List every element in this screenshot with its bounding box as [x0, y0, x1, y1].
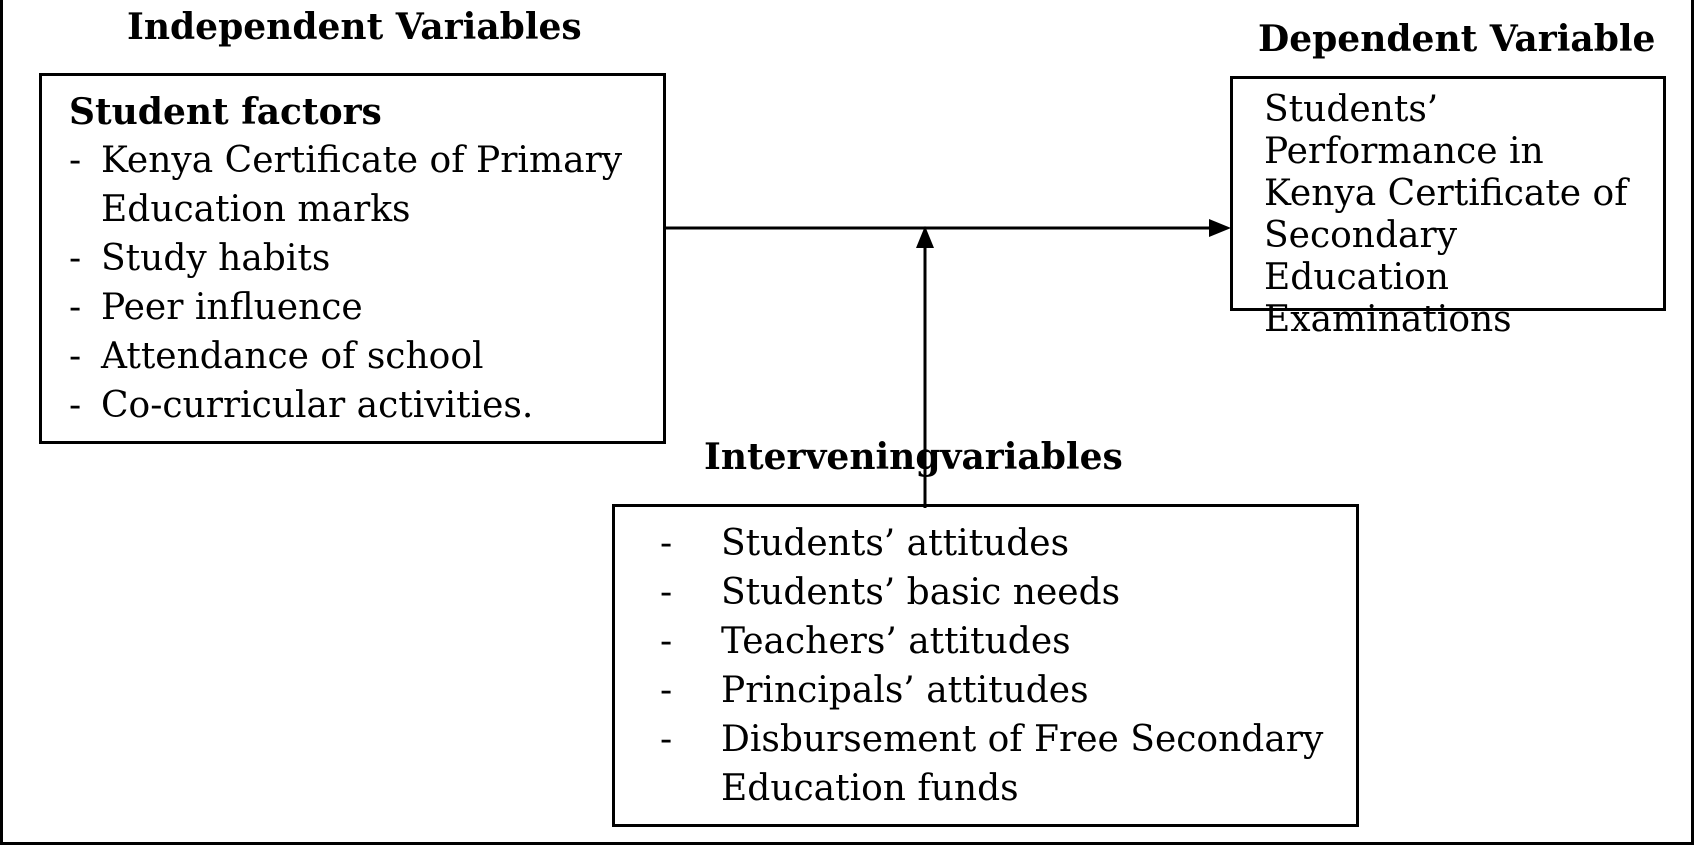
list-item-text: Co-curricular activities. — [101, 385, 534, 426]
student-factors-title: Student factors — [69, 91, 382, 133]
list-item-text: Teachers’ attitudes — [721, 621, 1071, 662]
bullet-dash: - — [69, 140, 82, 181]
arrowhead-to-dependent — [1209, 219, 1231, 237]
list-item-text: Students’ basic needs — [721, 572, 1121, 613]
text-line: Secondary Education — [1264, 215, 1458, 298]
bullet-dash: - — [69, 336, 82, 377]
list-item-text: Peer influence — [101, 287, 363, 328]
bullet-dash: - — [660, 621, 673, 662]
list-item-text: Kenya Certificate of Primary Education marks — [101, 140, 623, 230]
independent-variables-heading: Independent Variables — [127, 6, 582, 48]
bullet-dash: - — [69, 238, 82, 279]
list-item-text: Study habits — [101, 238, 331, 279]
text-line: Examinations — [1264, 299, 1512, 340]
bullet-dash: - — [660, 572, 673, 613]
list-item-text: Principals’ attitudes — [721, 670, 1089, 711]
bullet-dash: - — [660, 670, 673, 711]
text-line: Performance in — [1264, 131, 1544, 172]
list-item-text: Attendance of school — [101, 336, 484, 377]
bullet-dash: - — [660, 523, 673, 564]
list-item-text: Disbursement of Free Secondary Education funds — [721, 719, 1324, 809]
bullet-dash: - — [69, 287, 82, 328]
dependent-variable-heading: Dependent Variable — [1258, 18, 1656, 60]
list-item-text: Students’ attitudes — [721, 523, 1070, 564]
text-line: Kenya Certificate of — [1264, 173, 1628, 214]
text-line: Students’ — [1264, 89, 1439, 130]
bullet-dash: - — [660, 719, 673, 760]
bullet-dash: - — [69, 385, 82, 426]
intervening-variables-heading: Interveningvariables — [704, 436, 1123, 478]
